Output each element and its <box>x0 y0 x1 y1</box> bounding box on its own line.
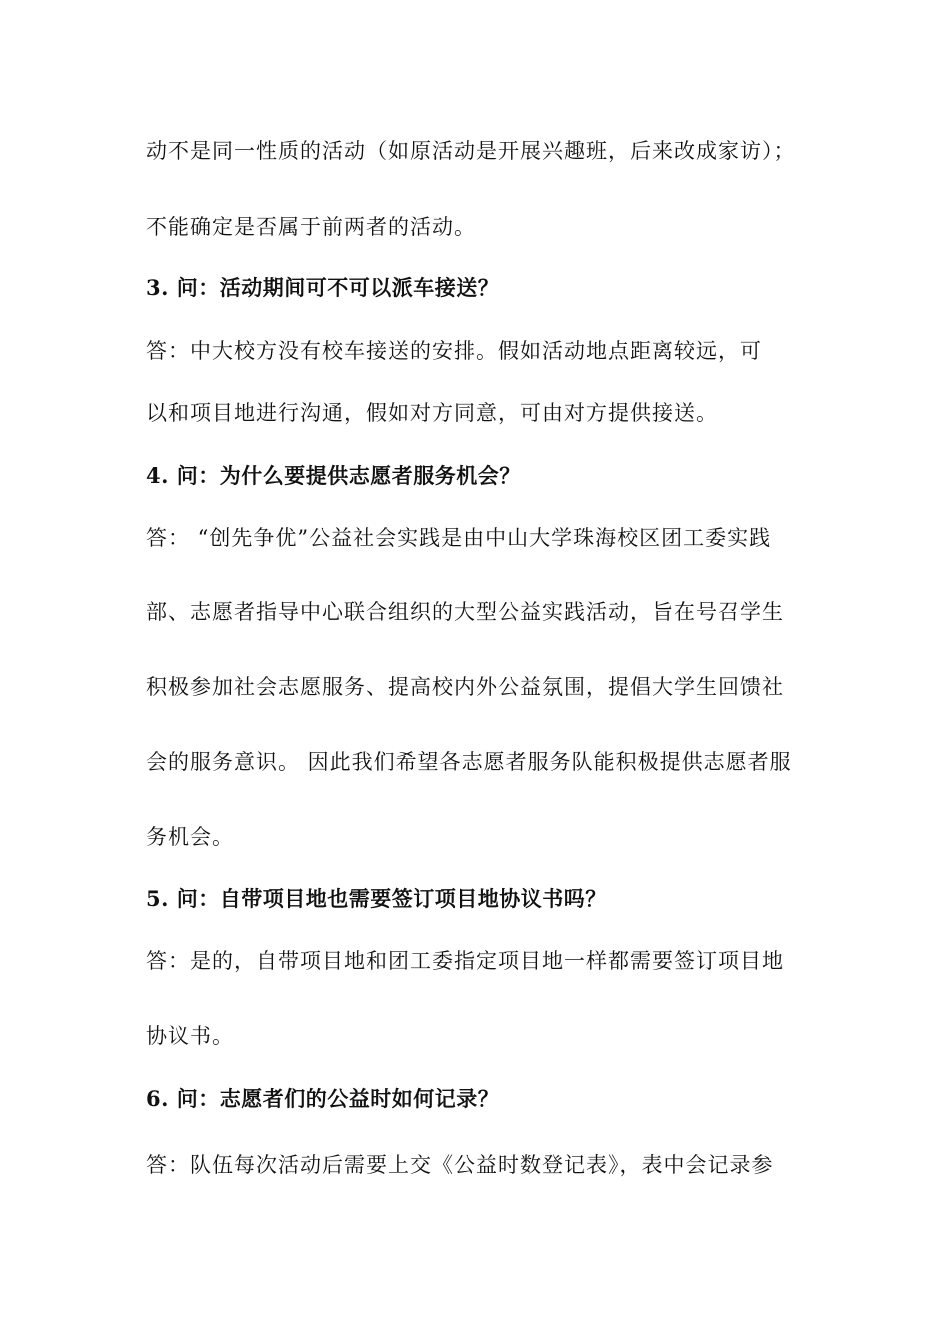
answer-line: 答：队伍每次活动后需要上交《公益时数登记表》，表中会记录参 <box>146 1153 774 1177</box>
paragraph-line: 动不是同一性质的活动（如原活动是开展兴趣班，后来改成家访）； <box>146 139 796 163</box>
answer-line: 答：中大校方没有校车接送的安排。假如活动地点距离较远，可 <box>146 339 762 363</box>
answer-line: 协议书。 <box>146 1024 234 1048</box>
answer-line: 会的服务意识。 因此我们希望各志愿者服务队能积极提供志愿者服 <box>146 750 792 774</box>
question-heading: 4. 问：为什么要提供志愿者服务机会？ <box>146 463 521 488</box>
answer-line: 答：是的，自带项目地和团工委指定项目地一样都需要签订项目地 <box>146 949 784 973</box>
answer-line: 积极参加社会志愿服务、提高校内外公益氛围，提倡大学生回馈社 <box>146 675 784 699</box>
answer-line: 答： “创先争优”公益社会实践是由中山大学珠海校区团工委实践 <box>146 526 772 550</box>
paragraph-line: 不能确定是否属于前两者的活动。 <box>146 215 476 239</box>
answer-line: 部、志愿者指导中心联合组织的大型公益实践活动，旨在号召学生 <box>146 600 784 624</box>
answer-line: 以和项目地进行沟通，假如对方同意，可由对方提供接送。 <box>146 401 718 425</box>
question-heading: 3. 问：活动期间可不可以派车接送？ <box>146 275 500 300</box>
answer-line: 务机会。 <box>146 825 234 849</box>
question-heading: 5. 问：自带项目地也需要签订项目地协议书吗？ <box>146 886 607 911</box>
question-heading: 6. 问：志愿者们的公益时如何记录？ <box>146 1086 500 1111</box>
